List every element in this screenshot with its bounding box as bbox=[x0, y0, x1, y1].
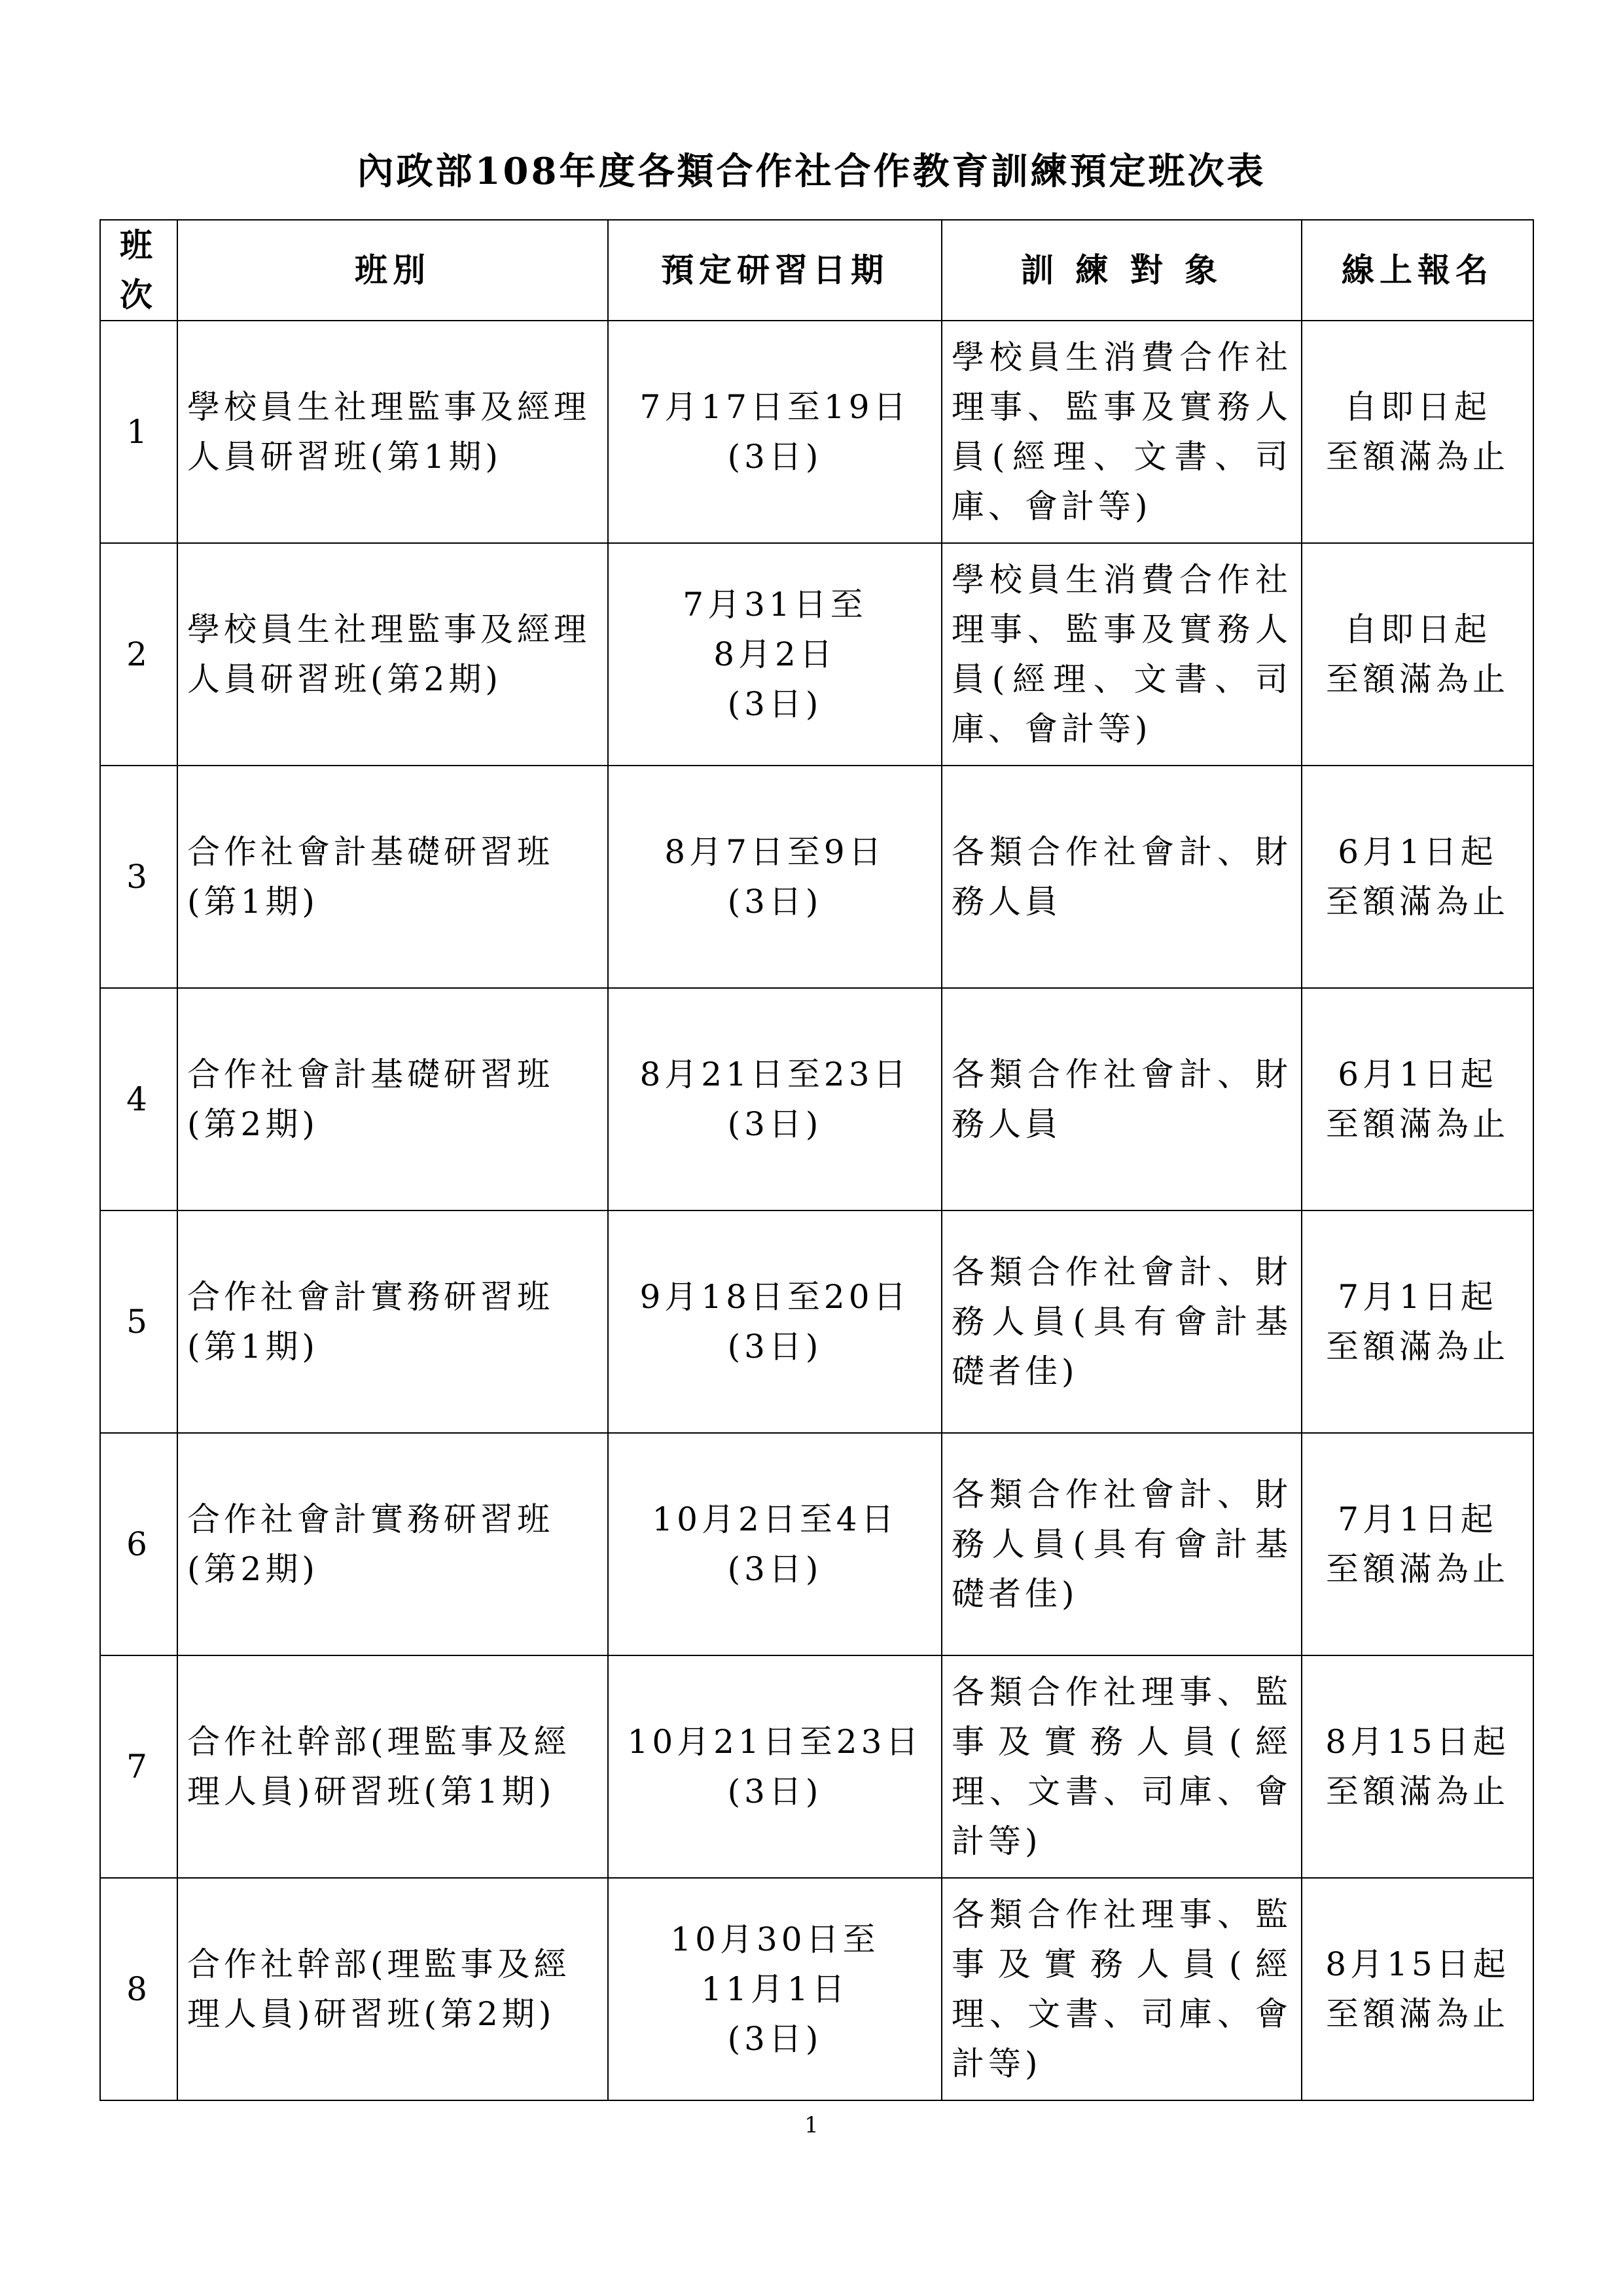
signup-line: 8月15日起 bbox=[1325, 1945, 1510, 1983]
training-target: 各類合作社理事、監事及實務人員(經理、文書、司庫、會計等) bbox=[942, 1878, 1302, 2100]
row-number: 4 bbox=[100, 988, 177, 1210]
training-target: 各類合作社理事、監事及實務人員(經理、文書、司庫、會計等) bbox=[942, 1655, 1302, 1878]
class-name: 合作社幹部(理監事及經理人員)研習班(第1期) bbox=[177, 1655, 608, 1878]
class-name: 學校員生社理監事及經理人員研習班(第2期) bbox=[177, 543, 608, 766]
date-line: (3日) bbox=[727, 1105, 823, 1143]
signup-line: 至額滿為止 bbox=[1326, 660, 1509, 698]
table-row bbox=[100, 1433, 1533, 1655]
page-title: 內政部108年度各類合作社合作教育訓練預定班次表 bbox=[357, 150, 1266, 193]
date-line: 10月30日至 bbox=[670, 1920, 880, 1958]
header-online-signup: 線上報名 bbox=[1302, 220, 1533, 321]
class-name: 學校員生社理監事及經理人員研習班(第1期) bbox=[177, 321, 608, 543]
header-scheduled-date: 預定研習日期 bbox=[608, 220, 942, 321]
row-number: 7 bbox=[100, 1655, 177, 1878]
signup-line: 8月15日起 bbox=[1325, 1723, 1510, 1761]
row-number: 1 bbox=[100, 321, 177, 543]
date-line: 8月2日 bbox=[713, 635, 836, 673]
online-signup bbox=[1302, 543, 1533, 766]
date-line: 9月18日至20日 bbox=[639, 1278, 910, 1316]
date-line: 7月31日至 bbox=[683, 586, 867, 624]
signup-line: 至額滿為止 bbox=[1326, 883, 1509, 921]
header-class-name: 班別 bbox=[177, 220, 608, 321]
signup-line: 7月1日起 bbox=[1338, 1500, 1497, 1538]
signup-line: 至額滿為止 bbox=[1326, 1773, 1509, 1810]
scheduled-date bbox=[608, 766, 942, 988]
scheduled-date bbox=[608, 543, 942, 766]
header-class-number-line2: 次 bbox=[120, 275, 158, 314]
date-line: (3日) bbox=[727, 1773, 823, 1810]
training-target: 各類合作社會計、財務人員(具有會計基礎者佳) bbox=[942, 1210, 1302, 1433]
signup-line: 至額滿為止 bbox=[1326, 1328, 1509, 1366]
scheduled-date bbox=[608, 1210, 942, 1433]
scheduled-date bbox=[608, 1878, 942, 2100]
row-number: 6 bbox=[100, 1433, 177, 1655]
table-row bbox=[100, 321, 1533, 543]
signup-line: 自即日起 bbox=[1344, 388, 1491, 426]
scheduled-date bbox=[608, 321, 942, 543]
scheduled-date bbox=[608, 1655, 942, 1878]
signup-line: 7月1日起 bbox=[1338, 1278, 1497, 1316]
training-target: 各類合作社會計、財務人員(具有會計基礎者佳) bbox=[942, 1433, 1302, 1655]
table-row bbox=[100, 988, 1533, 1210]
table-row bbox=[100, 766, 1533, 988]
row-number: 3 bbox=[100, 766, 177, 988]
date-line: 8月7日至9日 bbox=[664, 833, 885, 871]
row-number: 5 bbox=[100, 1210, 177, 1433]
date-line: (3日) bbox=[727, 1328, 823, 1366]
date-line: (3日) bbox=[727, 685, 823, 723]
date-line: (3日) bbox=[727, 2020, 823, 2058]
date-line: 11月1日 bbox=[701, 1970, 849, 2008]
signup-line: 至額滿為止 bbox=[1326, 1995, 1509, 2033]
class-name: 合作社會計實務研習班(第2期) bbox=[177, 1433, 608, 1655]
signup-line: 6月1日起 bbox=[1338, 833, 1497, 871]
scheduled-date bbox=[608, 988, 942, 1210]
date-line: (3日) bbox=[727, 883, 823, 921]
online-signup bbox=[1302, 766, 1533, 988]
training-schedule-table bbox=[99, 219, 1534, 2101]
online-signup bbox=[1302, 321, 1533, 543]
class-name: 合作社會計基礎研習班(第1期) bbox=[177, 766, 608, 988]
signup-line: 6月1日起 bbox=[1338, 1055, 1497, 1093]
table-row bbox=[100, 1878, 1533, 2100]
header-training-target: 訓 練 對 象 bbox=[942, 220, 1302, 321]
training-target: 各類合作社會計、財務人員 bbox=[942, 988, 1302, 1210]
date-line: 7月17日至19日 bbox=[639, 388, 910, 426]
row-number: 8 bbox=[100, 1878, 177, 2100]
class-name: 合作社幹部(理監事及經理人員)研習班(第2期) bbox=[177, 1878, 608, 2100]
date-line: (3日) bbox=[727, 1550, 823, 1588]
class-name: 合作社會計基礎研習班(第2期) bbox=[177, 988, 608, 1210]
table-header-row bbox=[100, 220, 1533, 321]
online-signup bbox=[1302, 1210, 1533, 1433]
date-line: 8月21日至23日 bbox=[639, 1055, 910, 1093]
table-row bbox=[100, 1655, 1533, 1878]
online-signup bbox=[1302, 1878, 1533, 2100]
training-target: 學校員生消費合作社理事、監事及實務人員(經理、文書、司庫、會計等) bbox=[942, 321, 1302, 543]
online-signup bbox=[1302, 988, 1533, 1210]
page-number: 1 bbox=[804, 2112, 819, 2138]
training-target: 學校員生消費合作社理事、監事及實務人員(經理、文書、司庫、會計等) bbox=[942, 543, 1302, 766]
row-number: 2 bbox=[100, 543, 177, 766]
date-line: (3日) bbox=[727, 438, 823, 476]
date-line: 10月2日至4日 bbox=[652, 1500, 898, 1538]
date-line: 10月21日至23日 bbox=[627, 1723, 923, 1761]
scheduled-date bbox=[608, 1433, 942, 1655]
online-signup bbox=[1302, 1433, 1533, 1655]
signup-line: 至額滿為止 bbox=[1326, 1105, 1509, 1143]
signup-line: 至額滿為止 bbox=[1326, 1550, 1509, 1588]
header-class-number bbox=[100, 220, 177, 321]
online-signup bbox=[1302, 1655, 1533, 1878]
header-class-number-line1: 班 bbox=[120, 226, 158, 264]
class-name: 合作社會計實務研習班(第1期) bbox=[177, 1210, 608, 1433]
training-target: 各類合作社會計、財務人員 bbox=[942, 766, 1302, 988]
table-row bbox=[100, 1210, 1533, 1433]
signup-line: 自即日起 bbox=[1344, 610, 1491, 648]
table-row bbox=[100, 543, 1533, 766]
signup-line: 至額滿為止 bbox=[1326, 438, 1509, 476]
